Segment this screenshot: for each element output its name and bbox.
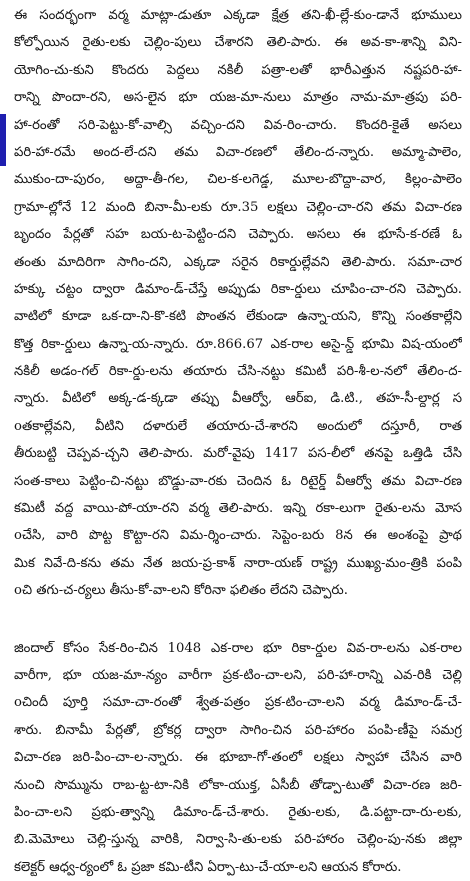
text-line: నకిలీ అడం-గల్‌ రికా-ర్డు-లను తయారు చేసి-నట్టు కమిటీ పరి-శీ-ల-నలో తేలిం-ద- [14, 364, 462, 380]
text-line: గ్రామా-ల్లోనే 12 మంది బినా-మీ-లకు రూ.35 లక్షలు చెల్లిం-చా-రని తమ విచా-రణ [14, 199, 462, 215]
text-line: నుంచి సొమ్మును రాబ-ట్ట-టా-నికి లోకా-యుక్త, ఏసీబీ తోడ్పా-టుతో విచా-రణ జరి- [14, 777, 462, 793]
text-line: ముకుం-దా-పురం, అద్దా-తీ-గల, చిల-క-లగెడ్డ, మూల-బొద్దా-వార, కిల్లం-పాలెం [14, 172, 462, 188]
text-line: ఈ సందర్భంగా వర్మ మాట్లా-డుతూ ఎక్కడా క్షేత్ర తని-ఖీ-ల్లే-కుం-డానే భూములు [14, 8, 462, 23]
text-line: హక్కు చట్టం ద్వారా డిమాం-డ్‌-చేస్తే అప్పుడు రికా-ర్డులు చూపిం-చా-రని చెప్పారు. [14, 281, 462, 297]
text-line: హా-రంతో సరి-పెట్టు-కో-వాల్సి వచ్చిం-దని వివ-రిం-చారు. కొందరి-కైతే అసలు [14, 117, 462, 133]
text-line: oతకాల్లేవని, వీటిని దళారులే తయారు-చే-శారని అందులో దస్తూరీ, రాత [14, 418, 462, 434]
text-line: వాటిలో కూడా ఒక-దా-ని-కొ-కటి పొంతన లేకుండా ఉన్నా-యని, కొన్ని సంతకాల్లేని [14, 309, 462, 325]
text-line: తంతు మాదిరిగా సాగిం-దని, ఎక్కడా సరైన రికార్డుల్లేవని తెలి-పారు. సమా-చార [14, 254, 462, 270]
text-line: బి.మెమోలు చెల్లి-స్తున్న వారికి, నిర్వా-సి-తు-లకు పరి-హారం చెల్లిం-పు-నకు జిల్లా [14, 832, 462, 848]
text-line: జిందాల్‌ కోసం సేక-రిం-చిన 1048 ఎక-రాల భూ రికా-ర్డుల వివ-రా-లను ఎక-రాల [14, 640, 462, 656]
page-edge-marker [0, 114, 6, 166]
text-line: శారు. బినామీ పేర్లతో, బ్రోకర్ల ద్వారా సాగిం-చిన పరి-హారం పంపి-ణీపై సమగ్ర [14, 722, 462, 738]
text-line: వారీగా, భూ యజ-మా-న్యం వారీగా ప్రక-టిం-చా-లని, పరి-హా-రాన్ని ఎవ-రికి చెల్లి [14, 667, 462, 683]
text-line: oచి తగు-చ-ర్యలు తీసు-కో-వా-లని కోరినా ఫలితం లేదని చెప్పారు. [14, 583, 348, 599]
text-line: సంత-కాలు పెట్టిం-చి-నట్టు బొడ్డు-వా-రకు చెందిన ఓ రిటైర్డ్‌ వీఆర్వో తమ విచా-రణ [14, 473, 462, 489]
text-line: కొత్త రికా-ర్డులు ఉన్నా-య-న్నారు. రూ.866.67 ఎక-రాల అసై-న్డ్‌ భూమి విష-యంలో [14, 336, 462, 352]
article-body [14, 2, 462, 881]
text-line: కోల్పోయిన రైతు-లకు చెల్లిం-పులు చేశారని తెలి-పారు. ఈ అవ-కా-శాన్ని విని- [14, 35, 462, 51]
text-line: oచిందీ పూర్తి సమా-చా-రంతో శ్వేత-పత్రం ప్రక-టిం-చా-లని వర్మ డిమాం-డ్‌-చే- [14, 695, 462, 711]
text-line: మిక నివే-ది-కను తమ నేత జయ-ప్ర-కాశ్‌ నారా-యణ్‌ రాష్ట్ర ముఖ్య-మం-త్రికి పంపి [14, 555, 462, 571]
text-line: పిం-చా-లని ప్రభు-త్వాన్ని డిమాం-డ్‌-చే-శారు. రైతు-లకు, డి.పట్టా-దా-రు-లకు, [14, 804, 462, 820]
paragraph-2 [14, 635, 462, 881]
text-line: కమిటీ వద్ద వాయి-పో-యా-రని వర్మ తెలి-పారు. ఇన్ని రకా-లుగా రైతు-లను మోస [14, 501, 462, 517]
text-line: పరి-హా-రమే అంద-లే-దని తమ విచా-రణలో తేలిం-ద-న్నారు. అమ్మా-పాలెం, [14, 144, 462, 160]
text-line: రాన్ని పొందా-రని, అస-లైన భూ యజ-మా-నులు మాత్రం నామ-మా-త్రపు పరి- [14, 90, 462, 106]
paragraph-1 [14, 2, 462, 605]
text-line: న్నారు. వీటిలో అక్క-డ-క్కడా తప్పు వీఆర్వో, ఆర్‌ఐ, డి.టి., తహ-సీ-ల్దార్ల స [14, 391, 462, 407]
text-line: oచేసి, వారి పొట్ట కొట్టా-రని విమ-ర్శిం-చారు. సెప్టెం-బరు 8న ఈ అంశంపై ప్రాథ [14, 528, 462, 544]
text-line: బృందం పేర్లతో సహ బయ-ట-పెట్టిం-దని చెప్పారు. అసలు ఈ భూసే-క-రణే ఓ [14, 227, 462, 243]
text-line: తీరుబట్టి చెప్పవ-చ్చని తెలి-పారు. మరో-వైపు 1417 పస-లీలో తనపై ఒత్తిడి చేసి [14, 446, 462, 462]
text-line: కలెక్టర్‌ ఆధ్వ-ర్యంలో ఓ ప్రజా కమి-టీని ఏర్పా-టు-చే-యా-లని ఆయన కోరారు. [14, 859, 402, 875]
text-line: యోగిం-చు-కుని కొందరు పెద్దలు నకిలీ పత్రా-లతో భారీఎత్తున నష్టపరి-హా- [14, 62, 462, 78]
text-line: విచా-రణ జరి-పిం-చా-ల-న్నారు. ఈ భూబా-గో-తంలో లక్షలు స్వాహా చేసిన వారి [14, 750, 462, 766]
paragraph-spacer [14, 605, 462, 635]
